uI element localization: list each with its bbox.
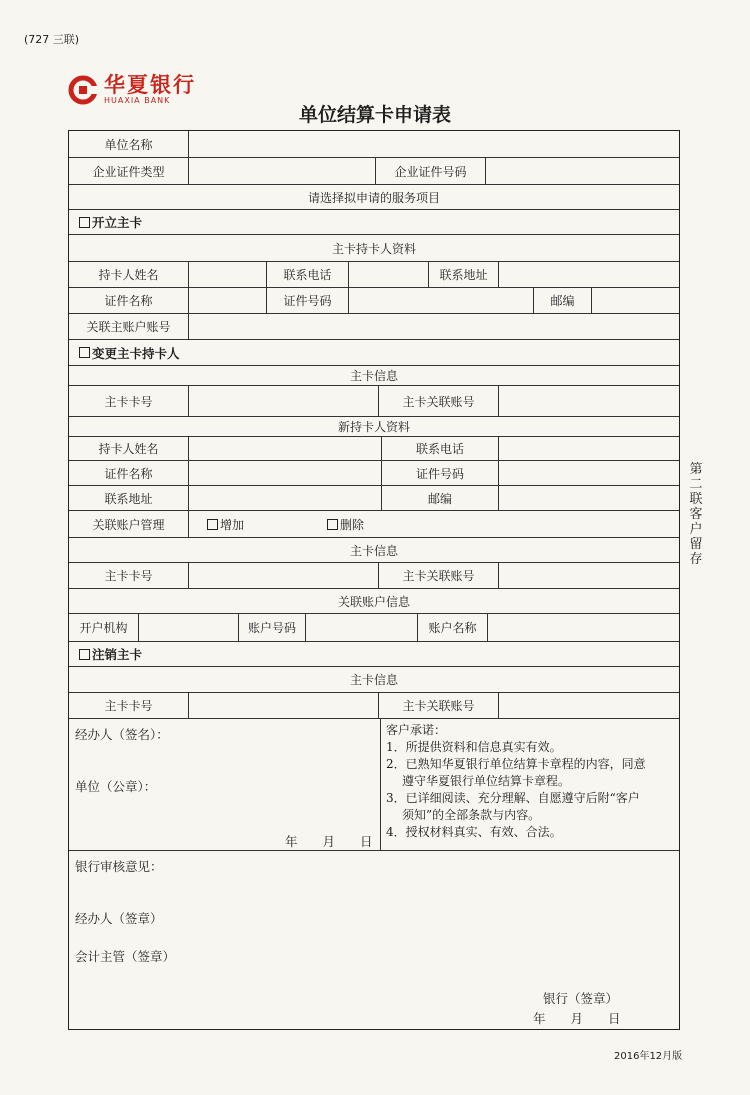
bank-review-label: 银行审核意见： [75, 859, 163, 874]
address-field[interactable] [499, 262, 679, 287]
new-id-name-label: 证件名称 [69, 461, 189, 485]
id-name-label: 证件名称 [69, 288, 189, 313]
cancel-main-label: 注销主卡 [92, 647, 143, 662]
new-phone-field[interactable] [499, 437, 679, 460]
row-new-address [69, 486, 679, 511]
new-id-name-field[interactable] [189, 461, 382, 485]
row-linked-main-account [69, 314, 679, 340]
cert-no-label: 企业证件号码 [376, 158, 486, 184]
address-label: 联系地址 [429, 262, 499, 287]
delete-option[interactable] [327, 511, 447, 537]
main-card-linked-acct-label: 主卡关联账号 [379, 386, 499, 416]
bank-seal-label: 银行（签章） [543, 991, 619, 1006]
linked-acct-info-heading: 关联账户信息 [69, 589, 679, 614]
customer-promise-area [381, 719, 679, 850]
id-name-field[interactable] [189, 288, 267, 313]
bank-review-area[interactable] [69, 851, 679, 1029]
open-main-checkbox[interactable] [79, 217, 90, 228]
bank-date-label: 年 月 日 [533, 1011, 621, 1026]
main-card-no-field[interactable] [189, 386, 379, 416]
promise-2a: 2．已熟知华夏银行单位结算卡章程的内容，同意 [386, 757, 646, 771]
main-card-info-heading-1: 主卡信息 [69, 366, 679, 386]
page-title: 单位结算卡申请表 [298, 104, 451, 126]
cancel-main-checkbox[interactable] [79, 649, 90, 660]
row-signature-promise [69, 719, 679, 851]
main-card-no-field-2[interactable] [189, 563, 379, 588]
main-card-linked-acct-field[interactable] [499, 386, 679, 416]
delete-checkbox[interactable] [327, 519, 338, 530]
new-postcode-label: 邮编 [382, 486, 499, 510]
open-org-label: 开户机构 [69, 614, 139, 641]
customer-date-label: 年 月 日 [285, 834, 373, 849]
change-holder-checkbox[interactable] [79, 347, 90, 358]
main-card-linked-acct-field-2[interactable] [499, 563, 679, 588]
linked-acct-mgmt-label: 关联账户管理 [69, 511, 189, 537]
cert-type-field[interactable] [189, 158, 376, 184]
customer-signature-area[interactable] [69, 719, 381, 850]
row-main-card-1 [69, 386, 679, 417]
holder-name-label: 持卡人姓名 [69, 262, 189, 287]
phone-label: 联系电话 [267, 262, 349, 287]
unit-name-field[interactable] [189, 131, 679, 157]
new-address-field[interactable] [189, 486, 382, 510]
new-id-no-field[interactable] [499, 461, 679, 485]
row-holder-name [69, 262, 679, 288]
delete-label: 删除 [340, 517, 365, 532]
new-phone-label: 联系电话 [382, 437, 499, 460]
main-card-no-label-2: 主卡卡号 [69, 563, 189, 588]
main-card-no-label-3: 主卡卡号 [69, 693, 189, 718]
open-org-field[interactable] [139, 614, 239, 641]
id-no-field[interactable] [349, 288, 534, 313]
promise-3b: 须知”的全部条款与内容。 [402, 808, 541, 822]
cert-no-field[interactable] [486, 158, 679, 184]
row-unit-name [69, 131, 679, 158]
add-checkbox[interactable] [207, 519, 218, 530]
main-holder-info-heading: 主卡持卡人资料 [69, 235, 679, 262]
new-id-no-label: 证件号码 [382, 461, 499, 485]
new-holder-name-field[interactable] [189, 437, 382, 460]
new-holder-info-heading: 新持卡人资料 [69, 417, 679, 437]
postcode-field[interactable] [592, 288, 679, 313]
cancel-main-option[interactable] [69, 642, 679, 667]
unit-name-label: 单位名称 [69, 131, 189, 157]
cert-type-label: 企业证件类型 [69, 158, 189, 184]
promise-4: 4．授权材料真实、有效、合法。 [386, 825, 562, 839]
id-no-label: 证件号码 [267, 288, 349, 313]
bank-name-en: HUAXIA BANK [104, 96, 171, 105]
row-main-card-3 [69, 693, 679, 719]
linked-main-account-label: 关联主账户账号 [69, 314, 189, 339]
promise-2b: 遵守华夏银行单位结算卡章程。 [402, 774, 571, 788]
operator-seal-label: 经办人（签章） [75, 911, 163, 926]
linked-main-account-field[interactable] [189, 314, 679, 339]
row-new-id [69, 461, 679, 486]
new-postcode-field[interactable] [499, 486, 679, 510]
main-card-info-heading-3: 主卡信息 [69, 667, 679, 693]
acct-name-label: 账户名称 [418, 614, 488, 641]
acct-no-label: 账户号码 [239, 614, 306, 641]
add-option[interactable] [207, 511, 327, 537]
form-version: 2016年12月版 [614, 1051, 683, 1062]
bank-name-cn: 华夏银行 [104, 73, 196, 97]
choose-service-heading: 请选择拟申请的服务项目 [69, 185, 679, 210]
new-holder-name-label: 持卡人姓名 [69, 437, 189, 460]
copy-tag: (727 三联) [24, 33, 80, 46]
main-card-no-label: 主卡卡号 [69, 386, 189, 416]
main-card-linked-acct-label-3: 主卡关联账号 [379, 693, 499, 718]
customer-promise-title: 客户承诺： [386, 723, 447, 737]
change-holder-label: 变更主卡持卡人 [92, 345, 180, 361]
phone-field[interactable] [349, 262, 429, 287]
acct-no-field[interactable] [306, 614, 418, 641]
accountant-seal-label: 会计主管（签章） [75, 949, 176, 964]
open-main-label: 开立主卡 [92, 215, 143, 230]
postcode-label: 邮编 [534, 288, 592, 313]
holder-name-field[interactable] [189, 262, 267, 287]
row-new-holder-name [69, 437, 679, 461]
row-linked-acct-mgmt [69, 511, 679, 538]
open-main-card-option[interactable] [69, 210, 679, 235]
row-id [69, 288, 679, 314]
acct-name-field[interactable] [488, 614, 679, 641]
main-card-linked-acct-label-2: 主卡关联账号 [379, 563, 499, 588]
new-address-label: 联系地址 [69, 486, 189, 510]
promise-3a: 3．已详细阅读、充分理解、自愿遵守后附“客户 [386, 791, 640, 805]
unit-seal-label: 单位（公章）： [75, 779, 157, 794]
main-card-no-field-3[interactable] [189, 693, 379, 718]
add-label: 增加 [220, 517, 245, 532]
row-cert [69, 158, 679, 185]
change-holder-option[interactable] [69, 340, 679, 366]
operator-sign-label: 经办人（签名）： [75, 727, 169, 742]
promise-1: 1．所提供资料和信息真实有效。 [386, 740, 562, 754]
main-card-linked-acct-field-3[interactable] [499, 693, 679, 718]
main-card-info-heading-2: 主卡信息 [69, 538, 679, 563]
row-main-card-2 [69, 563, 679, 589]
form-table [68, 130, 680, 1030]
row-linked-acct [69, 614, 679, 642]
copy-side-label: 第二联 客户留存 [689, 462, 703, 567]
